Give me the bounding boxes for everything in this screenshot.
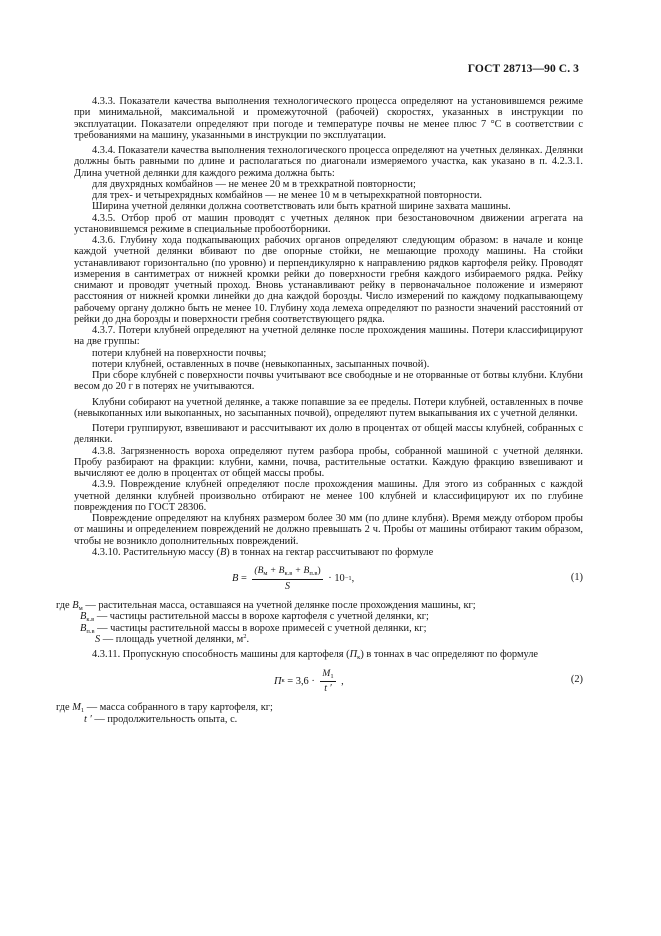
document-body (56, 96, 584, 725)
legend-line: S — площадь учетной делянки, $м^2$. (95, 632, 250, 645)
paragraph-4-3-3: 4.3.3. Показатели качества выполнения технологического процесса определяют на установившемся режиме при минимальной, максимальной и промежуточной (рабочей) скоростях, указанных в инструкции по эксплуатации. Показатели определяют при погоде и температуре почвы не менее плюс 7 °С в соответствии с требованиями на машину, указанными в инструкции по эксплуатации. (74, 96, 583, 141)
fraction-numerator: $(B_м + B_{к.в} + B_{п.в})$ (252, 566, 322, 579)
formula-2: П к = 3,6 · $\frac{M_1}{t '}$ , (2) (274, 668, 583, 694)
paragraph-4-3-5: 4.3.5. Отбор проб от машин проводят с учетных делянок при безостановочном движении агрегата на установившемся режиме в специальные пробоотборники. (74, 212, 583, 235)
legend-line: где $B_м$ — растительная масса, оставшаяся на учетной делянке после прохождения машины, кг; (56, 600, 476, 612)
fraction (320, 669, 335, 695)
formula-1: B = $\frac{(B_м + B_{к.в} + B_{п.в})}{S}$ · 10 −1 , (1) (232, 566, 583, 592)
legend-line: t ′ — продолжительность опыта, с. (84, 713, 238, 725)
paragraph: При сборе клубней с поверхности почвы учитывают все свободные и не оторванные от ботвы клубни. Клубни весом до 20 г в потерях не учитываются. (74, 370, 583, 393)
paragraph: Потери группируют, взвешивают и рассчитывают их долю в процентах от общей массы клубней, собранных с делянки. (74, 423, 583, 446)
paragraph-4-3-10: 4.3.10. Растительную массу (B) в тоннах на гектар рассчитывают по формуле (92, 546, 434, 558)
legend-line: $B_{к.в}$ — частицы растительной массы в ворохе картофеля с учетной делянки, кг; (80, 611, 429, 624)
list-item: для трех- и четырехрядных комбайнов — не менее 10 м в четырехкратной повторности. (92, 190, 483, 201)
formula-lhs: П (274, 675, 282, 687)
list-item: для двухрядных комбайнов — не менее 20 м в трехкратной повторности; (92, 178, 416, 190)
legend-line: $B_{п.в}$ — частицы растительной массы в ворохе примесей с учетной делянки, кг; (80, 622, 427, 635)
paragraph-4-3-9: 4.3.9. Повреждение клубней определяют после прохождения машины. Для этого из собранных с каждой учетной делянки клубней произвольно отбирают не менее 100 клубней и классифицируют их по глубине повреждения по ГОСТ 28306. (74, 479, 583, 513)
formula-number: (1) (570, 572, 583, 583)
formula-1-legend (56, 600, 583, 645)
paragraph: Клубни собирают на учетной делянке, а также попавшие за ее пределы. Потери клубней, оставленных в почве (невыкопанных или выкопанных, но засыпанных почвой), определяют путем выкапывания их с учетной делянки. (74, 396, 583, 419)
paragraph: Повреждение определяют на клубнях размером более 30 мм (по длине клубня). Время между отбором пробы от машины и определением повреждений не должно превышать 2 ч. Пробы от машины отбирают таким образом, чтобы не возникло дополнительных повреждений. (74, 513, 583, 547)
formula-2-legend (56, 702, 583, 725)
legend-line: где $M_1$ — масса собранного в тару картофеля, кг; (56, 702, 273, 715)
list-item: потери клубней на поверхности почвы; (92, 347, 267, 359)
page-header: ГОСТ 28713—90 С. 3 (467, 63, 579, 75)
paragraph-4-3-8: 4.3.8. Загрязненность вороха определяют путем разбора пробы, собранной машиной с учетной делянки. Пробу разбирают на фракции: клубни, камни, почва, растительные остатки. Каждую фракцию взвешивают и вычисляют ее долю в процентах от общей массы пробы. (74, 445, 583, 479)
fraction-denominator: t ′ (324, 682, 332, 694)
paragraph-4-3-11: 4.3.11. Пропускную способность машины для картофеля $(П_к)$ в тоннах в час определяют по формуле (92, 649, 539, 661)
formula-number: (2) (570, 674, 583, 686)
formula-lhs: B (232, 573, 239, 585)
list-item: потери клубней, оставленных в почве (невыкопанных, засыпанных почвой). (92, 358, 430, 370)
paragraph-4-3-7: 4.3.7. Потери клубней определяют на учетной делянке после прохождения машины. Потери классифицируют на две группы: (74, 325, 583, 348)
paragraph-4-3-6: 4.3.6. Глубину хода подкапывающих рабочих органов определяют следующим образом: в начале и конце каждой учетной делянки вбивают по две опорные стойки, не мешающие проходу машины. На стойки устанавливают горизонтально (по уровню) и перпендикулярно к направлению рядков картофеля рейку. Проводят измерения в сантиметрах от нижней кромки рейки до поверхности гребня каждого избираемого рядка. Рейку снимают и проводят учетный проход. Вновь устанавливают рейку в первоначальное положение и измеряют расстояния от нижней кромки линейки до дна каждой борозды. Число измерений по каждому подкапывающему рабочему органу должно быть не менее 10. Глубину хода лемеха определяют по разности значений расстояний от рейки до дна борозды и поверхности гребня соответствующего рядка. (74, 235, 583, 325)
paragraph-4-3-4: 4.3.4. Показатели качества выполнения технологического процесса определяют на учетных делянках. Делянки должны быть равными по длине и располагаться по диагонали измеряемого участка, как указано в п. 4.2.3.1. Длина учетной делянки для каждого режима должна быть: (74, 145, 584, 179)
paragraph: Ширина учетной делянки должна соответствовать или быть кратной ширине захвата машины. (92, 201, 511, 213)
fraction-denominator: S (285, 580, 291, 592)
fraction (252, 566, 322, 592)
fraction-numerator: $M_1$ (320, 669, 335, 682)
